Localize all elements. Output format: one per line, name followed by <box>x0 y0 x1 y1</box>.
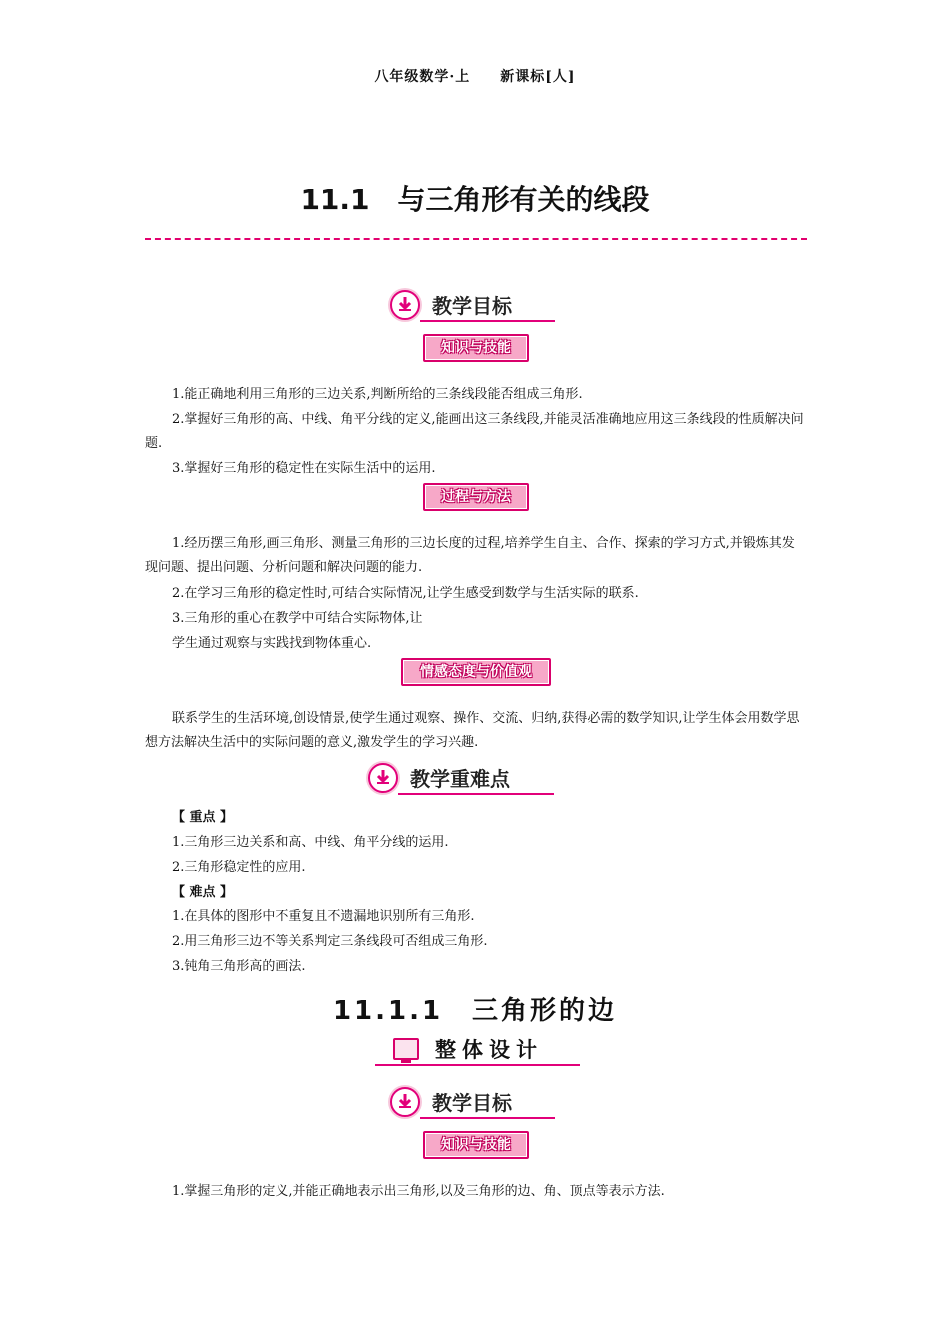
knowledge-item: 2.掌握好三角形的高、中线、角平分线的定义,能画出这三条线段,并能灵活准确地应用这三条线段的性质解决问题. <box>145 412 804 451</box>
process-item: 3.三角形的重心在教学中可结合实际物体,让 <box>172 611 423 626</box>
section-label: 教学目标 <box>432 1091 512 1115</box>
overall-design-heading <box>393 1034 583 1074</box>
badge-knowledge-skills-2: 知识与技能 <box>423 1131 529 1159</box>
section-label: 教学重难点 <box>410 767 510 791</box>
difficult-point-item: 3.钝角三角形高的画法. <box>172 959 306 974</box>
design-label: 整体设计 <box>435 1038 543 1062</box>
section-objectives-2 <box>390 1087 555 1121</box>
difficult-point-item: 1.在具体的图形中不重复且不遗漏地识别所有三角形. <box>172 909 475 924</box>
difficult-point-item: 2.用三角形三边不等关系判定三条线段可否组成三角形. <box>172 934 488 949</box>
knowledge-item: 3.掌握好三角形的稳定性在实际生活中的运用. <box>172 461 436 476</box>
process-item: 学生通过观察与实践找到物体重心. <box>172 636 372 651</box>
monitor-icon <box>393 1038 419 1060</box>
main-title: 11.1 与三角形有关的线段 <box>300 183 650 216</box>
key-point-item: 1.三角形三边关系和高、中线、角平分线的运用. <box>172 835 449 850</box>
section-underline <box>420 1117 555 1119</box>
knowledge-item-2: 1.掌握三角形的定义,并能正确地表示出三角形,以及三角形的边、角、顶点等表示方法. <box>172 1184 665 1199</box>
key-point-item: 2.三角形稳定性的应用. <box>172 860 306 875</box>
process-item: 1.经历摆三角形,画三角形、测量三角形的三边长度的过程,培养学生自主、合作、探索的学习方式,并锻炼其发现问题、提出问题、分析问题和解决问题的能力. <box>145 536 795 575</box>
section-objectives <box>390 290 555 324</box>
badge-emotion-values: 情感态度与价值观 <box>401 658 551 686</box>
badge-knowledge-skills: 知识与技能 <box>423 334 529 362</box>
section-key-difficult <box>368 763 558 797</box>
download-arrow-icon <box>390 1087 420 1117</box>
knowledge-item: 1.能正确地利用三角形的三边关系,判断所给的三条线段能否组成三角形. <box>172 387 583 402</box>
difficult-points-label: 【 难点 】 <box>172 885 234 900</box>
section-underline <box>398 793 554 795</box>
badge-process-method: 过程与方法 <box>423 483 529 511</box>
dashed-divider <box>145 238 807 240</box>
design-underline <box>375 1064 580 1066</box>
download-arrow-icon <box>368 763 398 793</box>
section-label: 教学目标 <box>432 294 512 318</box>
emotion-paragraph: 联系学生的生活环境,创设情景,使学生通过观察、操作、交流、归纳,获得必需的数学知识,让学生体会用数学思想方法解决生活中的实际问题的意义,激发学生的学习兴趣. <box>145 711 800 750</box>
download-arrow-icon <box>390 290 420 320</box>
section-underline <box>420 320 555 322</box>
page-header: 八年级数学·上 新课标[人] <box>374 69 576 85</box>
process-item: 2.在学习三角形的稳定性时,可结合实际情况,让学生感受到数学与生活实际的联系. <box>172 586 639 601</box>
sub-title: 11.1.1 三角形的边 <box>332 996 618 1026</box>
key-points-label: 【 重点 】 <box>172 810 234 825</box>
